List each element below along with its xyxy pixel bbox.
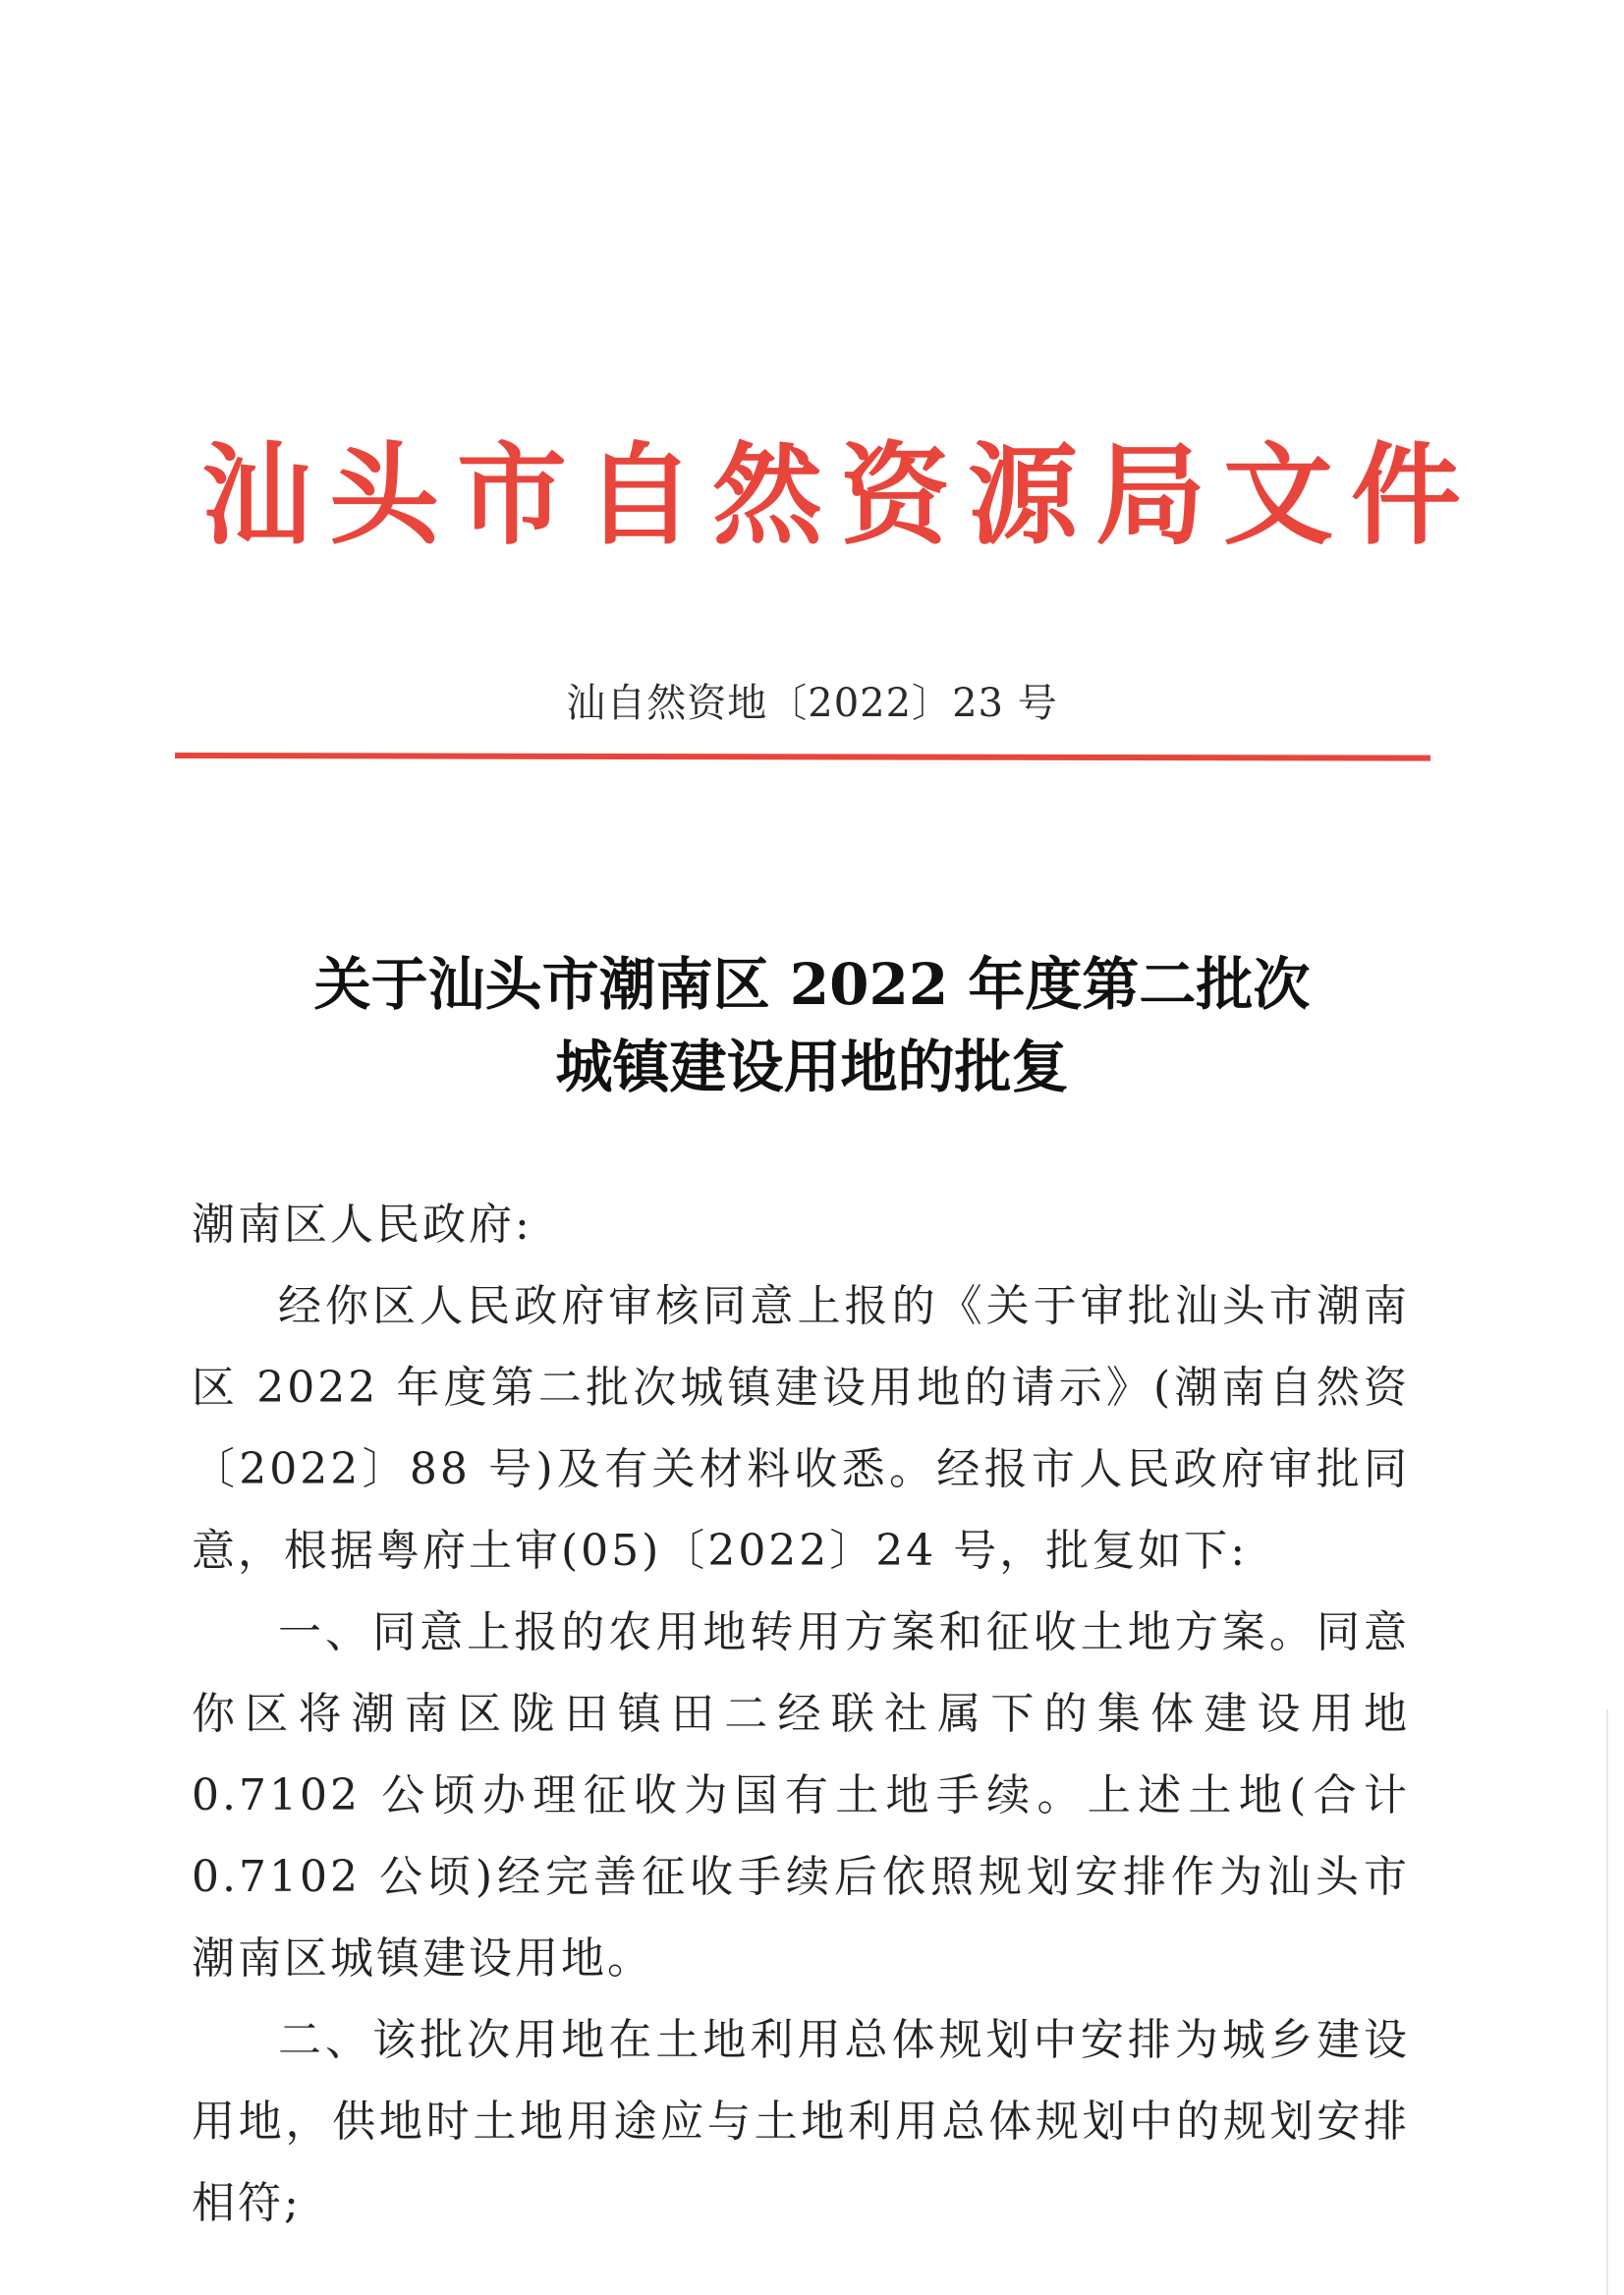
subject-line-2: 城镇建设用地的批复: [555, 1034, 1069, 1100]
scan-edge-line: [1606, 1709, 1608, 2295]
document-number: 汕自然资地〔2022〕23 号: [566, 681, 1058, 726]
document-subject: [0, 943, 1624, 1108]
issuer-header-title: 汕头市自然资源局文件: [201, 431, 1479, 560]
header-red-divider: [175, 753, 1430, 761]
document-body: [192, 1184, 1410, 2244]
body-paragraph-2: 一、同意上报的农用地转用方案和征收土地方案。同意你区将潮南区陇田镇田二经联社属下的集体建设用地 0.7102 公顷办理征收为国有土地手续。上述土地(合计 0.7102 公顷)经完善征收手续后依照规划安排作为汕头市潮南区城镇建设用地。: [192, 1607, 1410, 1984]
body-paragraph-1: 经你区人民政府审核同意上报的《关于审批汕头市潮南区 2022 年度第二批次城镇建设用地的请示》(潮南自然资〔2022〕88 号)及有关材料收悉。经报市人民政府审批同意，根据粤府土审(05)〔2022〕24 号，批复如下:: [192, 1281, 1410, 1576]
body-paragraph-3: 二、该批次用地在土地利用总体规划中安排为城乡建设用地，供地时土地用途应与土地利用总体规划中的规划安排相符;: [192, 2015, 1410, 2228]
subject-line-1: 关于汕头市潮南区 2022 年度第二批次: [313, 951, 1311, 1018]
addressee: 潮南区人民政府:: [192, 1200, 532, 1250]
